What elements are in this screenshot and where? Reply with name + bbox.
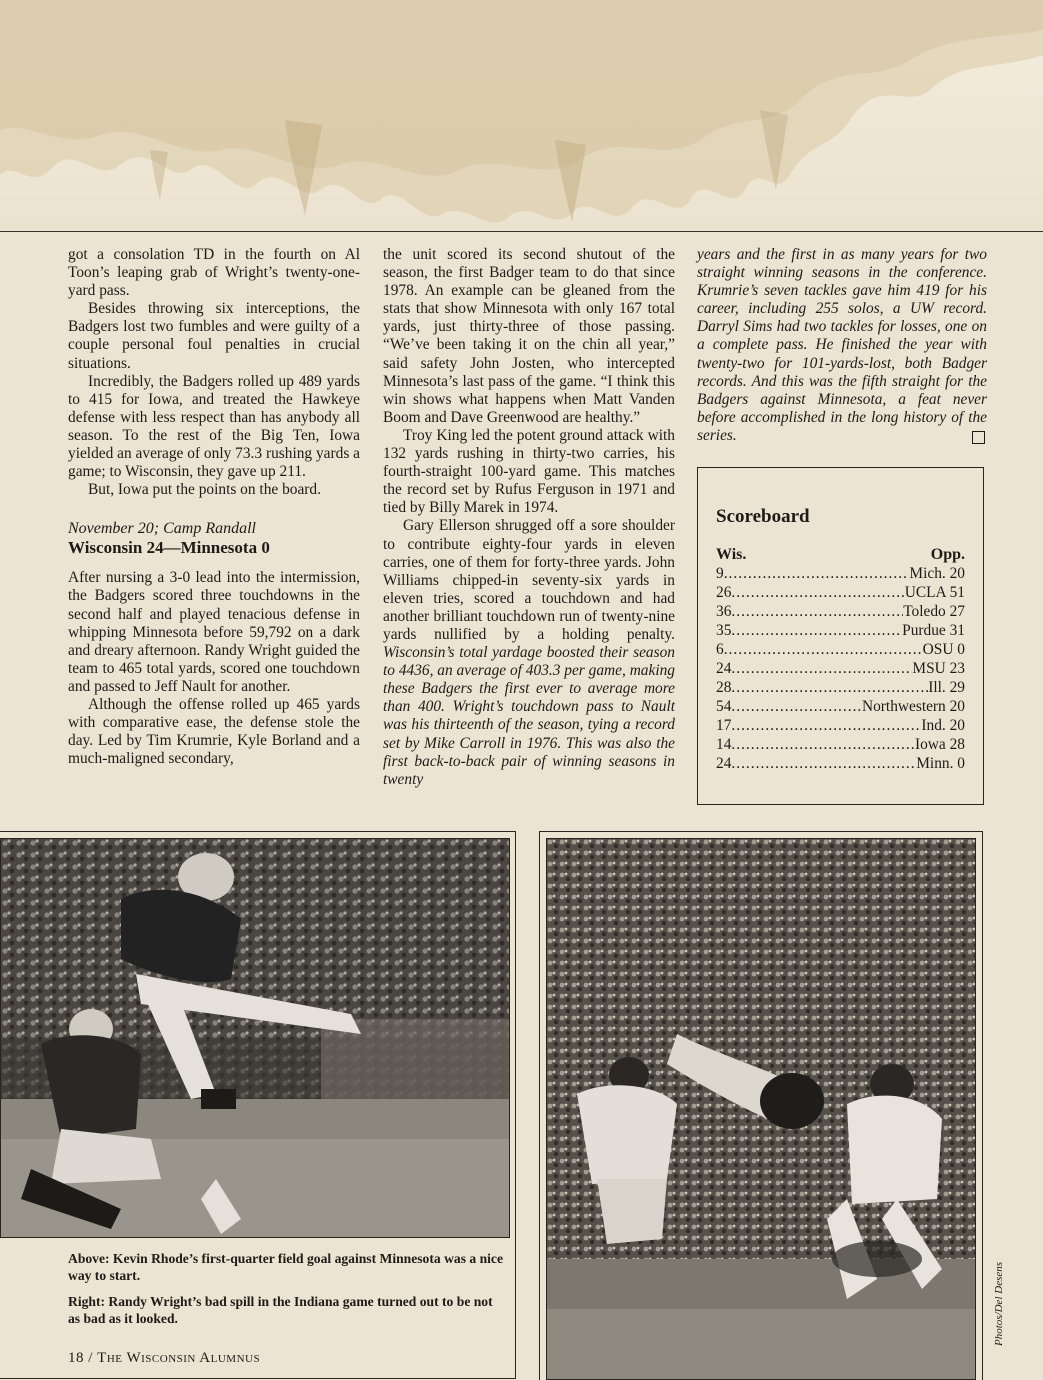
score-opp: Northwestern 20 [861, 698, 965, 715]
col1-paragraph-1: got a consolation TD in the fourth on Al Toon’s leaping grab of Wright’s twenty-one-yard pass. [68, 246, 360, 300]
col2-paragraph-1: the unit scored its second shutout of the season, the first Badger team to do that since 1978. An example can be gleaned from the stats that show Minnesota with only 167 total yards, just thirty-three of those passing. “We’ve been taking it on the chin all year,” said safety John Josten, who intercepted Minnesota’s last pass of the game. “I think this win shows what happens when Matt Vanden Boom and Dave Greenwood are healthy.” [383, 246, 675, 426]
scoreboard-row [716, 602, 965, 621]
scoreboard-row [716, 583, 965, 602]
score-opp: Purdue 31 [902, 622, 965, 639]
game-headline: Wisconsin 24—Minnesota 0 [68, 538, 270, 558]
stain-area [0, 0, 1043, 232]
page-folio [68, 1350, 260, 1367]
score-opp: Mich. 20 [909, 565, 965, 582]
score-opp: OSU 0 [922, 641, 965, 658]
scoreboard-box [697, 467, 984, 805]
scoreboard-row [716, 640, 965, 659]
scoreboard-row [716, 621, 965, 640]
photo-field-goal [0, 838, 510, 1238]
column-1 [68, 246, 360, 768]
scoreboard-title: Scoreboard [716, 506, 810, 527]
top-rule [0, 231, 1043, 232]
scoreboard-rows [716, 564, 965, 773]
score-wis: 9 [716, 565, 724, 582]
score-opp: Ind. 20 [921, 717, 965, 734]
col1-paragraph-6: Although the offense rolled up 465 yards with comparative ease, the defense stole the day. Led by Tim Krumrie, Kyle Borland and a much-maligned secondary, [68, 695, 360, 768]
scoreboard-row [716, 716, 965, 735]
score-wis: 17 [716, 717, 732, 734]
scoreboard-row [716, 735, 965, 754]
leader-dots [724, 640, 923, 659]
scoreboard-row [716, 697, 965, 716]
scoreboard-header-wis: Wis. [716, 546, 747, 563]
column-2 [383, 246, 675, 789]
leader-dots [731, 754, 916, 773]
scoreboard-header [716, 546, 965, 564]
leader-dots [724, 564, 910, 583]
col2-paragraph-2: Troy King led the potent ground attack with 132 yards rushing in thirty-two carries, his fourth-straight 100-yard game. This matches the record set by Rufus Ferguson in 1971 and tied by Billy Marek in 1974. [383, 426, 675, 517]
score-wis: 28 [716, 679, 732, 696]
leader-dots [731, 583, 904, 602]
score-opp: MSU 23 [912, 660, 965, 677]
scoreboard-row [716, 659, 965, 678]
col3-paragraph-text: years and the first in as many years for two straight winning seasons in the conference. Krumrie’s seven tackles gave him 419 for his career, including 255 solos, a UW record. Darryl Sims had two tackles for losses, one on a complete pass. He finished the year with twenty-two for 101-yards-lost, both Badger records. And this was the fifth straight for the Badgers against Minnesota, a feat never before accomplished in the long history of the series. [697, 246, 987, 444]
score-wis: 24 [716, 755, 732, 772]
caption-right: Right: Randy Wright’s bad spill in the Indiana game turned out to be not as bad as it looked. [68, 1294, 493, 1326]
leader-dots [731, 716, 921, 735]
score-wis: 36 [716, 603, 732, 620]
score-opp: Toledo 27 [903, 603, 965, 620]
score-wis: 26 [716, 584, 732, 601]
scoreboard-row [716, 678, 965, 697]
photo-captions [68, 1250, 508, 1336]
leader-dots [731, 735, 915, 754]
scoreboard-header-opp: Opp. [930, 546, 965, 563]
score-opp: UCLA 51 [904, 584, 965, 601]
score-opp: Minn. 0 [916, 755, 965, 772]
col2-paragraph-3-italic: Wisconsin’s total yardage boosted their season to 4436, an average of 403.3 per game, making these Badgers the first ever to average more than 400. Wright’s touchdown pass to Nault was his thirteenth of the season, tying a record set by Mike Carroll in 1976. This was also the first back-to-back pair of winning seasons in twenty [383, 644, 675, 788]
col2-paragraph-3-plain: Gary Ellerson shrugged off a sore shoulder to contribute eighty-four yards in eleven carries, one of them for forty-three yards. John Williams chipped-in seventy-six yards in eleven tries, scored a touchdown and had another brilliant touchdown run of twenty-nine yards nullified by a holding penalty. [383, 517, 675, 643]
score-wis: 35 [716, 622, 732, 639]
leader-dots [731, 602, 903, 621]
photo-credit: Photos/Del Desens [993, 1261, 1005, 1346]
score-wis: 54 [716, 698, 732, 715]
col2-paragraph-3 [383, 517, 675, 788]
score-wis: 14 [716, 736, 732, 753]
score-opp: Ill. 29 [928, 679, 965, 696]
col1-paragraph-2: Besides throwing six interceptions, the Badgers lost two fumbles and were guilty of a couple personal foul penalties in crucial situations. [68, 300, 360, 372]
page-number: 18 / [68, 1350, 98, 1366]
leader-dots [731, 697, 862, 716]
score-wis: 6 [716, 641, 724, 658]
game-dateline: November 20; Camp Randall [68, 520, 256, 538]
end-mark-icon [972, 431, 985, 444]
col1-paragraph-4: But, Iowa put the points on the board. [88, 481, 321, 499]
leader-dots [731, 621, 902, 640]
caption-above: Above: Kevin Rhode’s first-quarter field goal against Minnesota was a nice way to start. [68, 1251, 503, 1283]
score-opp: Iowa 28 [914, 736, 965, 753]
score-wis: 24 [716, 660, 732, 677]
scoreboard-row [716, 564, 965, 583]
column-3 [697, 246, 987, 445]
col1-paragraph-5: After nursing a 3-0 lead into the intermission, the Badgers scored three touchdowns in the second half and played tenacious defense in whipping Minnesota before 59,792 on a dark and dreary afternoon. Randy Wright guided the team to 465 total yards, scored one touchdown and passed to Jeff Nault for another. [68, 569, 360, 695]
publication-name: The Wisconsin Alumnus [97, 1350, 261, 1366]
leader-dots [731, 678, 928, 697]
photo-bad-spill [546, 838, 976, 1380]
scoreboard-row [716, 754, 965, 773]
leader-dots [731, 659, 912, 678]
col1-paragraph-3: Incredibly, the Badgers rolled up 489 yards to 415 for Iowa, and treated the Hawkeye defense with less respect than has anybody all season. To the rest of the Big Ten, Iowa yielded an average of only 73.3 rushing yards a game; to Wisconsin, they gave up 211. [68, 372, 360, 481]
col3-paragraph-1 [697, 246, 987, 445]
